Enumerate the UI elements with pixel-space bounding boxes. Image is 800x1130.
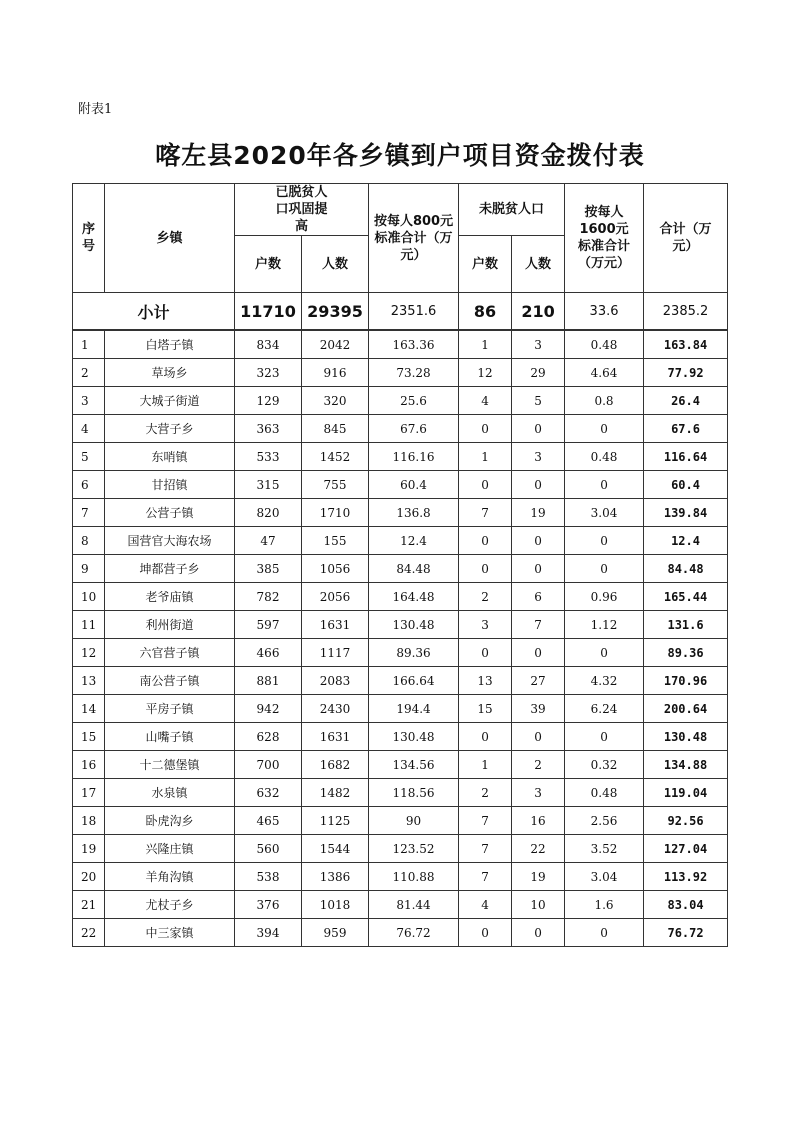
table-row	[73, 499, 728, 527]
header-people-2: 人数	[512, 236, 565, 293]
households-2: 3	[459, 611, 512, 639]
people: 916	[302, 359, 369, 387]
row-total: 92.56	[644, 807, 728, 835]
town-name: 平房子镇	[105, 695, 235, 723]
amount1600: 1.12	[565, 611, 644, 639]
people: 1631	[302, 723, 369, 751]
people: 1482	[302, 779, 369, 807]
people-2: 10	[512, 891, 565, 919]
town-name: 大城子街道	[105, 387, 235, 415]
people-2: 19	[512, 499, 565, 527]
households: 820	[235, 499, 302, 527]
row-total: 84.48	[644, 555, 728, 583]
households-2: 4	[459, 387, 512, 415]
amount1600: 3.04	[565, 863, 644, 891]
table-row	[73, 443, 728, 471]
people-2: 3	[512, 779, 565, 807]
town-name: 白塔子镇	[105, 330, 235, 359]
town-name: 利州街道	[105, 611, 235, 639]
town-name: 老爷庙镇	[105, 583, 235, 611]
people: 1386	[302, 863, 369, 891]
table-row	[73, 919, 728, 947]
amount1600: 0	[565, 639, 644, 667]
amount1600: 0.48	[565, 330, 644, 359]
amount1600: 4.64	[565, 359, 644, 387]
table-row	[73, 695, 728, 723]
households: 363	[235, 415, 302, 443]
table-row	[73, 359, 728, 387]
amount800: 163.36	[369, 330, 459, 359]
people-2: 0	[512, 471, 565, 499]
table-row	[73, 751, 728, 779]
households-2: 4	[459, 891, 512, 919]
households-2: 0	[459, 471, 512, 499]
people: 1544	[302, 835, 369, 863]
town-name: 甘招镇	[105, 471, 235, 499]
amount1600: 1.6	[565, 891, 644, 919]
row-total: 113.92	[644, 863, 728, 891]
subtotal-people: 29395	[302, 293, 369, 331]
people-2: 5	[512, 387, 565, 415]
row-total: 170.96	[644, 667, 728, 695]
amount1600: 3.04	[565, 499, 644, 527]
row-total: 67.6	[644, 415, 728, 443]
people: 1018	[302, 891, 369, 919]
amount800: 116.16	[369, 443, 459, 471]
people-2: 3	[512, 330, 565, 359]
amount1600: 2.56	[565, 807, 644, 835]
people: 959	[302, 919, 369, 947]
row-number: 7	[73, 499, 105, 527]
amount800: 90	[369, 807, 459, 835]
amount800: 60.4	[369, 471, 459, 499]
people: 155	[302, 527, 369, 555]
town-name: 坤都营子乡	[105, 555, 235, 583]
row-number: 8	[73, 527, 105, 555]
amount1600: 0.48	[565, 779, 644, 807]
table-row	[73, 527, 728, 555]
people: 2042	[302, 330, 369, 359]
households: 942	[235, 695, 302, 723]
people-2: 3	[512, 443, 565, 471]
amount1600: 0	[565, 555, 644, 583]
amount800: 12.4	[369, 527, 459, 555]
amount1600: 0.32	[565, 751, 644, 779]
people-2: 19	[512, 863, 565, 891]
amount800: 25.6	[369, 387, 459, 415]
table-row	[73, 330, 728, 359]
row-total: 119.04	[644, 779, 728, 807]
households-2: 13	[459, 667, 512, 695]
amount800: 134.56	[369, 751, 459, 779]
row-number: 21	[73, 891, 105, 919]
people-2: 0	[512, 527, 565, 555]
town-name: 水泉镇	[105, 779, 235, 807]
people-2: 7	[512, 611, 565, 639]
header-town: 乡镇	[105, 184, 235, 293]
row-number: 14	[73, 695, 105, 723]
households-2: 7	[459, 807, 512, 835]
people: 2056	[302, 583, 369, 611]
town-name: 卧虎沟乡	[105, 807, 235, 835]
amount1600: 0	[565, 415, 644, 443]
households: 465	[235, 807, 302, 835]
people: 1710	[302, 499, 369, 527]
amount800: 89.36	[369, 639, 459, 667]
people: 2083	[302, 667, 369, 695]
amount1600: 6.24	[565, 695, 644, 723]
amount800: 84.48	[369, 555, 459, 583]
amount800: 81.44	[369, 891, 459, 919]
row-number: 19	[73, 835, 105, 863]
households: 466	[235, 639, 302, 667]
table-row	[73, 863, 728, 891]
subtotal-people-2: 210	[512, 293, 565, 331]
row-total: 89.36	[644, 639, 728, 667]
households-2: 7	[459, 863, 512, 891]
row-number: 4	[73, 415, 105, 443]
households-2: 0	[459, 415, 512, 443]
people-2: 0	[512, 723, 565, 751]
amount1600: 0	[565, 919, 644, 947]
amount800: 164.48	[369, 583, 459, 611]
amount800: 130.48	[369, 611, 459, 639]
households-2: 0	[459, 723, 512, 751]
households-2: 15	[459, 695, 512, 723]
appendix-label: 附表1	[78, 102, 113, 117]
row-total: 131.6	[644, 611, 728, 639]
table-row	[73, 611, 728, 639]
header-std1600: 按每人1600元标准合计（万元）	[565, 184, 644, 293]
town-name: 草场乡	[105, 359, 235, 387]
row-total: 139.84	[644, 499, 728, 527]
households-2: 2	[459, 583, 512, 611]
table-row	[73, 835, 728, 863]
people-2: 39	[512, 695, 565, 723]
row-total: 116.64	[644, 443, 728, 471]
households-2: 7	[459, 835, 512, 863]
amount1600: 0	[565, 527, 644, 555]
town-name: 兴隆庄镇	[105, 835, 235, 863]
header-total: 合计（万元）	[644, 184, 728, 293]
town-name: 十二德堡镇	[105, 751, 235, 779]
people: 1056	[302, 555, 369, 583]
table-row	[73, 471, 728, 499]
row-total: 60.4	[644, 471, 728, 499]
amount1600: 0.48	[565, 443, 644, 471]
amount800: 73.28	[369, 359, 459, 387]
amount800: 130.48	[369, 723, 459, 751]
households: 834	[235, 330, 302, 359]
people: 845	[302, 415, 369, 443]
table-row	[73, 639, 728, 667]
row-number: 6	[73, 471, 105, 499]
amount800: 67.6	[369, 415, 459, 443]
subtotal-row	[73, 293, 728, 331]
amount1600: 4.32	[565, 667, 644, 695]
town-name: 公营子镇	[105, 499, 235, 527]
amount800: 110.88	[369, 863, 459, 891]
people-2: 0	[512, 415, 565, 443]
table-row	[73, 583, 728, 611]
households: 394	[235, 919, 302, 947]
households: 597	[235, 611, 302, 639]
households: 632	[235, 779, 302, 807]
subtotal-label: 小计	[73, 293, 235, 331]
households: 129	[235, 387, 302, 415]
table-row	[73, 387, 728, 415]
row-number: 16	[73, 751, 105, 779]
amount800: 194.4	[369, 695, 459, 723]
funding-table	[72, 183, 728, 947]
row-number: 3	[73, 387, 105, 415]
households-2: 2	[459, 779, 512, 807]
town-name: 尤杖子乡	[105, 891, 235, 919]
households-2: 7	[459, 499, 512, 527]
households: 881	[235, 667, 302, 695]
subtotal-amount800: 2351.6	[369, 293, 459, 331]
page-title: 喀左县2020年各乡镇到户项目资金拨付表	[155, 141, 645, 170]
people-2: 0	[512, 919, 565, 947]
households: 700	[235, 751, 302, 779]
row-total: 83.04	[644, 891, 728, 919]
households-2: 1	[459, 443, 512, 471]
row-total: 130.48	[644, 723, 728, 751]
town-name: 山嘴子镇	[105, 723, 235, 751]
subtotal-households-2: 86	[459, 293, 512, 331]
amount800: 76.72	[369, 919, 459, 947]
header-households-2: 户数	[459, 236, 512, 293]
row-number: 2	[73, 359, 105, 387]
row-number: 15	[73, 723, 105, 751]
row-number: 12	[73, 639, 105, 667]
table-row	[73, 415, 728, 443]
header-seq: 序号	[73, 184, 105, 293]
households: 533	[235, 443, 302, 471]
households-2: 0	[459, 527, 512, 555]
people: 320	[302, 387, 369, 415]
row-number: 17	[73, 779, 105, 807]
row-number: 11	[73, 611, 105, 639]
row-total: 127.04	[644, 835, 728, 863]
row-number: 1	[73, 330, 105, 359]
households-2: 0	[459, 555, 512, 583]
row-total: 200.64	[644, 695, 728, 723]
households-2: 12	[459, 359, 512, 387]
table-row	[73, 555, 728, 583]
households: 385	[235, 555, 302, 583]
people: 1682	[302, 751, 369, 779]
people-2: 0	[512, 639, 565, 667]
table-row	[73, 667, 728, 695]
households: 376	[235, 891, 302, 919]
town-name: 中三家镇	[105, 919, 235, 947]
town-name: 东哨镇	[105, 443, 235, 471]
row-total: 134.88	[644, 751, 728, 779]
people: 755	[302, 471, 369, 499]
households: 47	[235, 527, 302, 555]
town-name: 羊角沟镇	[105, 863, 235, 891]
amount800: 166.64	[369, 667, 459, 695]
people: 1125	[302, 807, 369, 835]
table-row	[73, 723, 728, 751]
households: 315	[235, 471, 302, 499]
row-total: 26.4	[644, 387, 728, 415]
table-row	[73, 891, 728, 919]
amount1600: 0	[565, 471, 644, 499]
households: 782	[235, 583, 302, 611]
people: 1117	[302, 639, 369, 667]
town-name: 南公营子镇	[105, 667, 235, 695]
amount1600: 0.8	[565, 387, 644, 415]
people: 2430	[302, 695, 369, 723]
row-number: 5	[73, 443, 105, 471]
table-row	[73, 779, 728, 807]
row-total: 76.72	[644, 919, 728, 947]
town-name: 六官营子镇	[105, 639, 235, 667]
people-2: 6	[512, 583, 565, 611]
row-number: 13	[73, 667, 105, 695]
town-name: 国营官大海农场	[105, 527, 235, 555]
households-2: 0	[459, 639, 512, 667]
people: 1452	[302, 443, 369, 471]
amount800: 118.56	[369, 779, 459, 807]
row-number: 10	[73, 583, 105, 611]
header-std800: 按每人800元标准合计（万元）	[369, 184, 459, 293]
amount800: 123.52	[369, 835, 459, 863]
households: 628	[235, 723, 302, 751]
people-2: 27	[512, 667, 565, 695]
people-2: 22	[512, 835, 565, 863]
amount1600: 0	[565, 723, 644, 751]
row-number: 20	[73, 863, 105, 891]
row-number: 18	[73, 807, 105, 835]
row-total: 163.84	[644, 330, 728, 359]
people-2: 2	[512, 751, 565, 779]
row-number: 22	[73, 919, 105, 947]
amount1600: 3.52	[565, 835, 644, 863]
row-total: 77.92	[644, 359, 728, 387]
row-number: 9	[73, 555, 105, 583]
households-2: 0	[459, 919, 512, 947]
header-people: 人数	[302, 236, 369, 293]
town-name: 大营子乡	[105, 415, 235, 443]
row-total: 165.44	[644, 583, 728, 611]
households: 538	[235, 863, 302, 891]
header-poverty-exited: 已脱贫人口巩固提高	[235, 184, 369, 236]
households: 323	[235, 359, 302, 387]
households-2: 1	[459, 330, 512, 359]
header-households: 户数	[235, 236, 302, 293]
people-2: 29	[512, 359, 565, 387]
subtotal-households: 11710	[235, 293, 302, 331]
table-row	[73, 807, 728, 835]
row-total: 12.4	[644, 527, 728, 555]
people: 1631	[302, 611, 369, 639]
households: 560	[235, 835, 302, 863]
subtotal-total: 2385.2	[644, 293, 728, 331]
households-2: 1	[459, 751, 512, 779]
amount1600: 0.96	[565, 583, 644, 611]
header-not-exited: 未脱贫人口	[459, 184, 565, 236]
people-2: 16	[512, 807, 565, 835]
people-2: 0	[512, 555, 565, 583]
subtotal-amount1600: 33.6	[565, 293, 644, 331]
amount800: 136.8	[369, 499, 459, 527]
